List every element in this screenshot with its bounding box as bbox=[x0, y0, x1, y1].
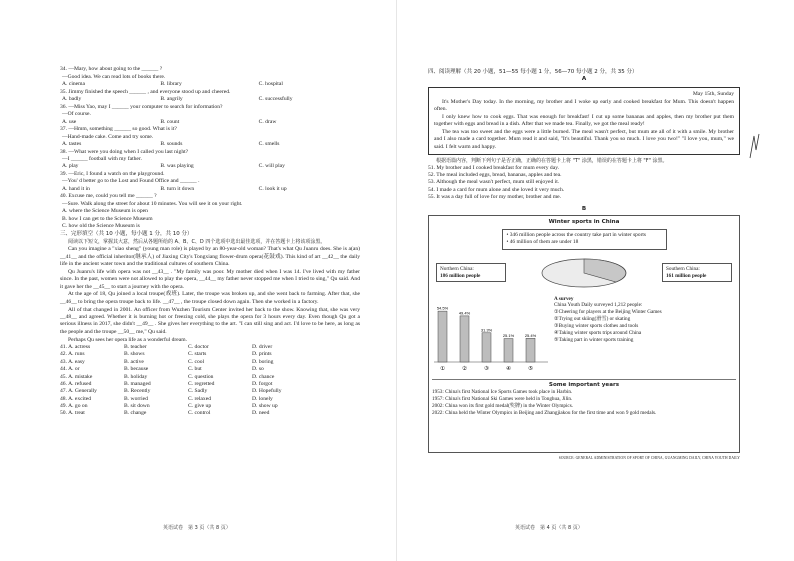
mc-question bbox=[60, 89, 360, 104]
options-row bbox=[60, 96, 360, 103]
option: A. cinema bbox=[62, 81, 85, 88]
southern-label: Southern China: bbox=[666, 265, 700, 272]
question-text: 39. —Eric, I found a watch on the playground. bbox=[60, 171, 165, 178]
right-column bbox=[428, 68, 740, 461]
northern-value: 186 million people bbox=[440, 272, 481, 279]
years-block bbox=[432, 379, 736, 417]
pie-graphic bbox=[538, 256, 630, 290]
cloze-option-row bbox=[60, 351, 360, 358]
bar-category-label: ① bbox=[440, 365, 445, 372]
bar-value-label: 25.1% bbox=[502, 332, 515, 338]
cloze-passage bbox=[60, 246, 360, 344]
cloze-option: B. worried bbox=[124, 395, 148, 402]
option: B. sounds bbox=[160, 140, 183, 147]
tf-statement: 54. I made a card for mum alone and she loved it very much. bbox=[428, 186, 565, 193]
cloze-option: C. regretted bbox=[188, 380, 215, 387]
cloze-option: 43. A. easy bbox=[60, 358, 85, 365]
cloze-option: C. starts bbox=[188, 351, 207, 358]
option: B. turn it down bbox=[160, 185, 195, 192]
option-b: B. how I can get to the Science Museum bbox=[62, 215, 153, 222]
option-c: C. how old the Science Museum is bbox=[62, 222, 140, 229]
cloze-option: 42. A. runs bbox=[60, 351, 85, 358]
stats-box bbox=[502, 229, 667, 249]
section-b-label: B bbox=[581, 205, 587, 212]
options-row bbox=[60, 119, 360, 126]
survey-list bbox=[550, 296, 662, 376]
cloze-option: C. question bbox=[188, 373, 214, 380]
northern-box bbox=[436, 263, 506, 283]
question-text: 37. —Hmm, something ______ so good. What is it? bbox=[60, 126, 177, 133]
cloze-option-row bbox=[60, 388, 360, 395]
bar-value-label: 25.4% bbox=[524, 332, 537, 338]
tf-statement: 55. It was a day full of love for my mother, brother and me. bbox=[428, 194, 562, 201]
northern-label: Northern China: bbox=[440, 265, 474, 272]
cloze-option: 45. A. mistake bbox=[60, 373, 93, 380]
option: A. use bbox=[62, 118, 77, 125]
bar-category-label: ⑤ bbox=[528, 365, 533, 372]
survey-item: ②Trying out skiing(滑雪) or skating bbox=[554, 316, 631, 323]
question-text: 40. Excuse me, could you tell me ______ ? bbox=[60, 193, 157, 200]
pen-mark-icon bbox=[748, 132, 760, 160]
survey-item: ③Buying winter sports clothes and tools bbox=[554, 323, 639, 330]
mc-question bbox=[60, 126, 360, 148]
bar-value-label: 49.4% bbox=[458, 309, 471, 315]
cloze-option: B. Recently bbox=[124, 388, 151, 395]
cloze-option: 41. A. actress bbox=[60, 344, 91, 351]
right-page bbox=[397, 0, 794, 561]
tf-statement: 51. My brother and I cooked breakfast for mum every day. bbox=[428, 164, 560, 171]
cloze-option-row bbox=[60, 359, 360, 366]
cloze-option: B. shows bbox=[124, 351, 145, 358]
cloze-paragraph: At the age of 18, Qu joined a local troupe(戏班). Later, the troupe was broken up, and she went back to farming. After that, she __46__ to bring the opera troupe back to life. __47__ , the troupe closed down again. Then she worked in a factory. bbox=[60, 291, 360, 305]
option: A. play bbox=[62, 163, 79, 170]
bar-5 bbox=[526, 338, 535, 362]
infographic-title: Winter sports in China bbox=[548, 218, 620, 225]
cloze-option: B. managed bbox=[124, 380, 151, 387]
letter-paragraph: It's Mother's Day today. In the morning, my brother and I woke up early and cooked breakfast for Mum. This doesn't happen often. bbox=[434, 98, 734, 112]
bar-2 bbox=[460, 315, 469, 361]
regions-row bbox=[432, 256, 736, 290]
cloze-option: D. need bbox=[252, 410, 270, 417]
mc-question bbox=[60, 66, 360, 88]
cloze-option: C. but bbox=[188, 366, 202, 373]
survey-item: ④Taking winter sports trips around China bbox=[554, 329, 642, 336]
reading-header: 四、阅读理解（共 20 小题，51—55 每小题 1 分，56—70 每小题 2 分，共 35 分） bbox=[428, 69, 638, 75]
option: C. hospital bbox=[258, 81, 283, 88]
survey-bar-chart bbox=[432, 296, 550, 376]
cloze-option: B. active bbox=[124, 358, 144, 365]
question-text: 36. —Miss Yao, may I ______ your computer to search for information? bbox=[60, 103, 223, 110]
bar-category-label: ② bbox=[462, 365, 467, 372]
section-a-label: A bbox=[581, 76, 587, 83]
cloze-instructions: 阅读以下短文，掌握其大意，然后从各题所给的 A、B、C、D 四个选项中选出最佳选项，并在答题卡上将该项涂黑。 bbox=[68, 239, 326, 246]
survey-intro: China Youth Daily surveyed 1,212 people: bbox=[554, 302, 643, 309]
cloze-option: 44. A. or bbox=[60, 366, 80, 373]
letter-paragraph: The tea was too sweet and the eggs were a little burned. The meal wasn't perfect, but mum ate all of it with a smile. My brother and I also made a card together. Mum read it and said, "It's beautiful. Thank you so much. I love you two!" "I love you, mum," we said. I felt warm and happy. bbox=[434, 129, 734, 150]
question-reply: —I ______ football with my father. bbox=[62, 155, 142, 162]
multiple-choice-block bbox=[60, 66, 360, 193]
bar-4 bbox=[504, 338, 513, 361]
stat-bullet: • 346 million people across the country take part in winter sports bbox=[506, 232, 646, 239]
option: C. look it up bbox=[258, 185, 287, 192]
cloze-option: C. cool bbox=[188, 358, 205, 365]
options-row bbox=[60, 163, 360, 170]
bar-value-label: 31.3% bbox=[480, 326, 493, 332]
option: B. was playing bbox=[160, 163, 194, 170]
bar-value-label: 54.5% bbox=[436, 305, 449, 311]
cloze-option: D. chance bbox=[252, 373, 275, 380]
cloze-option: D. show up bbox=[252, 403, 278, 410]
options-row bbox=[60, 81, 360, 88]
stat-bullet: • 46 million of them are under 18 bbox=[506, 239, 579, 246]
cloze-option: C. relaxed bbox=[188, 395, 211, 402]
cloze-paragraph: All of that changed in 2001. An officer from Wuzhen Tourism Center invited her back to the show. Knowing that, she was very __48__ and agreed. Whether it is burning hot or freezing cold, she plays the opera for 3 hours every day. Even though Qu got a serious illness in 2017, she didn't __49__ . She gives her everything to the art. "I can still sing and act. I'd love to be here, as long as the people and the troupe __50__ me," Qu said. bbox=[60, 306, 360, 335]
letter-date: May 15th, Sunday bbox=[692, 90, 734, 97]
option: C. draw bbox=[258, 118, 277, 125]
options-row bbox=[60, 186, 360, 193]
left-column bbox=[60, 66, 360, 418]
option: A. tastes bbox=[62, 140, 82, 147]
cloze-option: D. lonely bbox=[252, 395, 273, 402]
bar-3 bbox=[482, 332, 491, 361]
option: B. library bbox=[160, 81, 182, 88]
option: A. badly bbox=[62, 96, 82, 103]
bar-category-label: ④ bbox=[506, 365, 511, 372]
mc-question bbox=[60, 104, 360, 126]
cloze-header: 三、完形填空（共 10 小题，每小题 1 分，共 10 分） bbox=[60, 231, 193, 238]
page-footer: 英语试卷 第 3 页（共 8 页） bbox=[163, 525, 231, 531]
year-item: 1953: China's first National Ice Sports Games took place in Harbin. bbox=[432, 388, 573, 395]
cloze-option-row bbox=[60, 403, 360, 410]
letter-paragraph: I only knew how to cook eggs. That was enough for breakfast! I cut up some bananas and apples, then my brother put them together with eggs and bread in a dish. After that we made tea. Finally, we got the meal ready! bbox=[434, 113, 734, 128]
option: A. hand it in bbox=[62, 185, 90, 192]
survey-block bbox=[432, 296, 736, 376]
option: C. successfully bbox=[258, 96, 293, 103]
cloze-option: D. prints bbox=[252, 351, 272, 358]
year-item: 2002: China won its first gold medal(奖牌) in the Winter Olympics. bbox=[432, 402, 574, 409]
infographic bbox=[428, 215, 740, 453]
cloze-option: 46. A. refused bbox=[60, 380, 92, 387]
survey-item: ⑤Taking part in winter sports training bbox=[554, 336, 634, 343]
cloze-option: D. boring bbox=[252, 358, 274, 365]
cloze-option-row bbox=[60, 410, 360, 417]
southern-value: 161 million people bbox=[666, 272, 707, 279]
tf-instructions: 根据语篇内容，判断下列句子是否正确，正确的在答题卡上将 "T" 涂黑，错误的在答题卡上将 "F" 涂黑。 bbox=[436, 158, 668, 165]
cloze-options bbox=[60, 344, 360, 418]
cloze-paragraph: Qu Juanru's life with opera was not __43__ . "My family was poor. My mother died when I was 14. I've lived with my father since. In the past, women were not allowed to play the opera, __44__ my father never stopped me when I tried to sing," Qu said. And it gave her the __45__ to start a journey with the opera. bbox=[60, 268, 360, 290]
options-row bbox=[60, 141, 360, 148]
question-reply: —Good idea. We can read lots of books there. bbox=[62, 73, 166, 80]
mc-question bbox=[60, 171, 360, 193]
year-item: 2022: China held the Winter Olympics in Beijing and Zhangjiakou for the first time and won 9 gold medals. bbox=[432, 409, 657, 416]
option: B. angrily bbox=[160, 96, 183, 103]
page-footer: 英语试卷 第 4 页（共 8 页） bbox=[515, 525, 583, 531]
year-item: 1957: China's first National Ski Games were held in Tonghua, Jilin. bbox=[432, 395, 573, 402]
option: B. count bbox=[160, 118, 180, 125]
question-text: 35. Jimmy finished the speech ______ , and everyone stood up and cheered. bbox=[60, 88, 231, 95]
cloze-option: B. because bbox=[124, 366, 149, 373]
survey-item: ①Cheering for players at the Beijing Winter Games bbox=[554, 309, 662, 316]
cloze-option-row bbox=[60, 381, 360, 388]
cloze-option-row bbox=[60, 374, 360, 381]
cloze-option: 47. A. Generally bbox=[60, 388, 97, 395]
source-line: SOURCE: GENERAL ADMINISTRATION OF SPORT OF CHINA, GUANGMING DAILY, CHINA YOUTH DAILY bbox=[558, 455, 740, 460]
cloze-paragraph: Perhaps Qu sees her opera life as a wonderful dream. bbox=[68, 336, 187, 343]
cloze-option: 48. A. excited bbox=[60, 395, 92, 402]
cloze-paragraph: Can you imagine a "xiao sheng" (young man role) is played by an 80-year-old woman? That's what Qu Juanru does. She is a(an) __41__ and the official inheritor(继承人) of Jiaxing City's Tongxiang flower-drum opera(花鼓戏). This kind of art __42__ the daily life in the ancient water town and the traditional cultures of southern China. bbox=[60, 246, 360, 267]
cloze-option: D. driver bbox=[252, 344, 273, 351]
cloze-option: C. Sadly bbox=[188, 388, 208, 395]
option: C. will play bbox=[258, 163, 285, 170]
cloze-option-row bbox=[60, 344, 360, 351]
question-text: 34. —Mary, how about going to the ______ ? bbox=[60, 66, 163, 73]
cloze-option-row bbox=[60, 366, 360, 373]
option-a: A. where the Science Museum is open bbox=[62, 208, 148, 215]
bar-category-label: ③ bbox=[484, 365, 489, 372]
question-reply: —Hand-made cake. Come and try some. bbox=[62, 133, 154, 140]
cloze-option: D. so bbox=[252, 366, 264, 373]
cloze-option: B. change bbox=[124, 410, 147, 417]
cloze-option: 49. A. go on bbox=[60, 403, 88, 410]
cloze-option: B. teacher bbox=[124, 344, 147, 351]
question-40 bbox=[60, 193, 360, 230]
cloze-option: C. give up bbox=[188, 403, 212, 410]
bar-1 bbox=[438, 311, 447, 362]
option: C. smells bbox=[258, 140, 280, 147]
cloze-option: B. holiday bbox=[124, 373, 148, 380]
cloze-option-row bbox=[60, 396, 360, 403]
tf-statement: 53. Although the meal wasn't perfect, mum still enjoyed it. bbox=[428, 179, 560, 186]
tf-statement: 52. The meal included eggs, bread, bananas, apples and tea. bbox=[428, 172, 562, 179]
southern-box bbox=[662, 263, 732, 283]
question-reply: —You' d better go to the Lost and Found Office and ______ . bbox=[62, 178, 200, 185]
question-reply: —Of course. bbox=[62, 111, 91, 118]
cloze-option: D. Hopefully bbox=[252, 388, 282, 395]
cloze-option: C. doctor bbox=[188, 344, 209, 351]
mc-question bbox=[60, 149, 360, 171]
years-title: Some important years bbox=[548, 381, 620, 388]
question-reply: —Sure. Walk along the street for about 10 minutes. You will see it on your right. bbox=[62, 200, 243, 207]
survey-title: A survey bbox=[554, 295, 574, 302]
cloze-option: C. control bbox=[188, 410, 211, 417]
diary-letter bbox=[428, 87, 740, 156]
question-text: 38. —What were you doing when I called you last night? bbox=[60, 148, 189, 155]
cloze-option: D. forgot bbox=[252, 380, 273, 387]
cloze-option: B. sit down bbox=[124, 403, 150, 410]
cloze-option: 50. A. treat bbox=[60, 410, 85, 417]
